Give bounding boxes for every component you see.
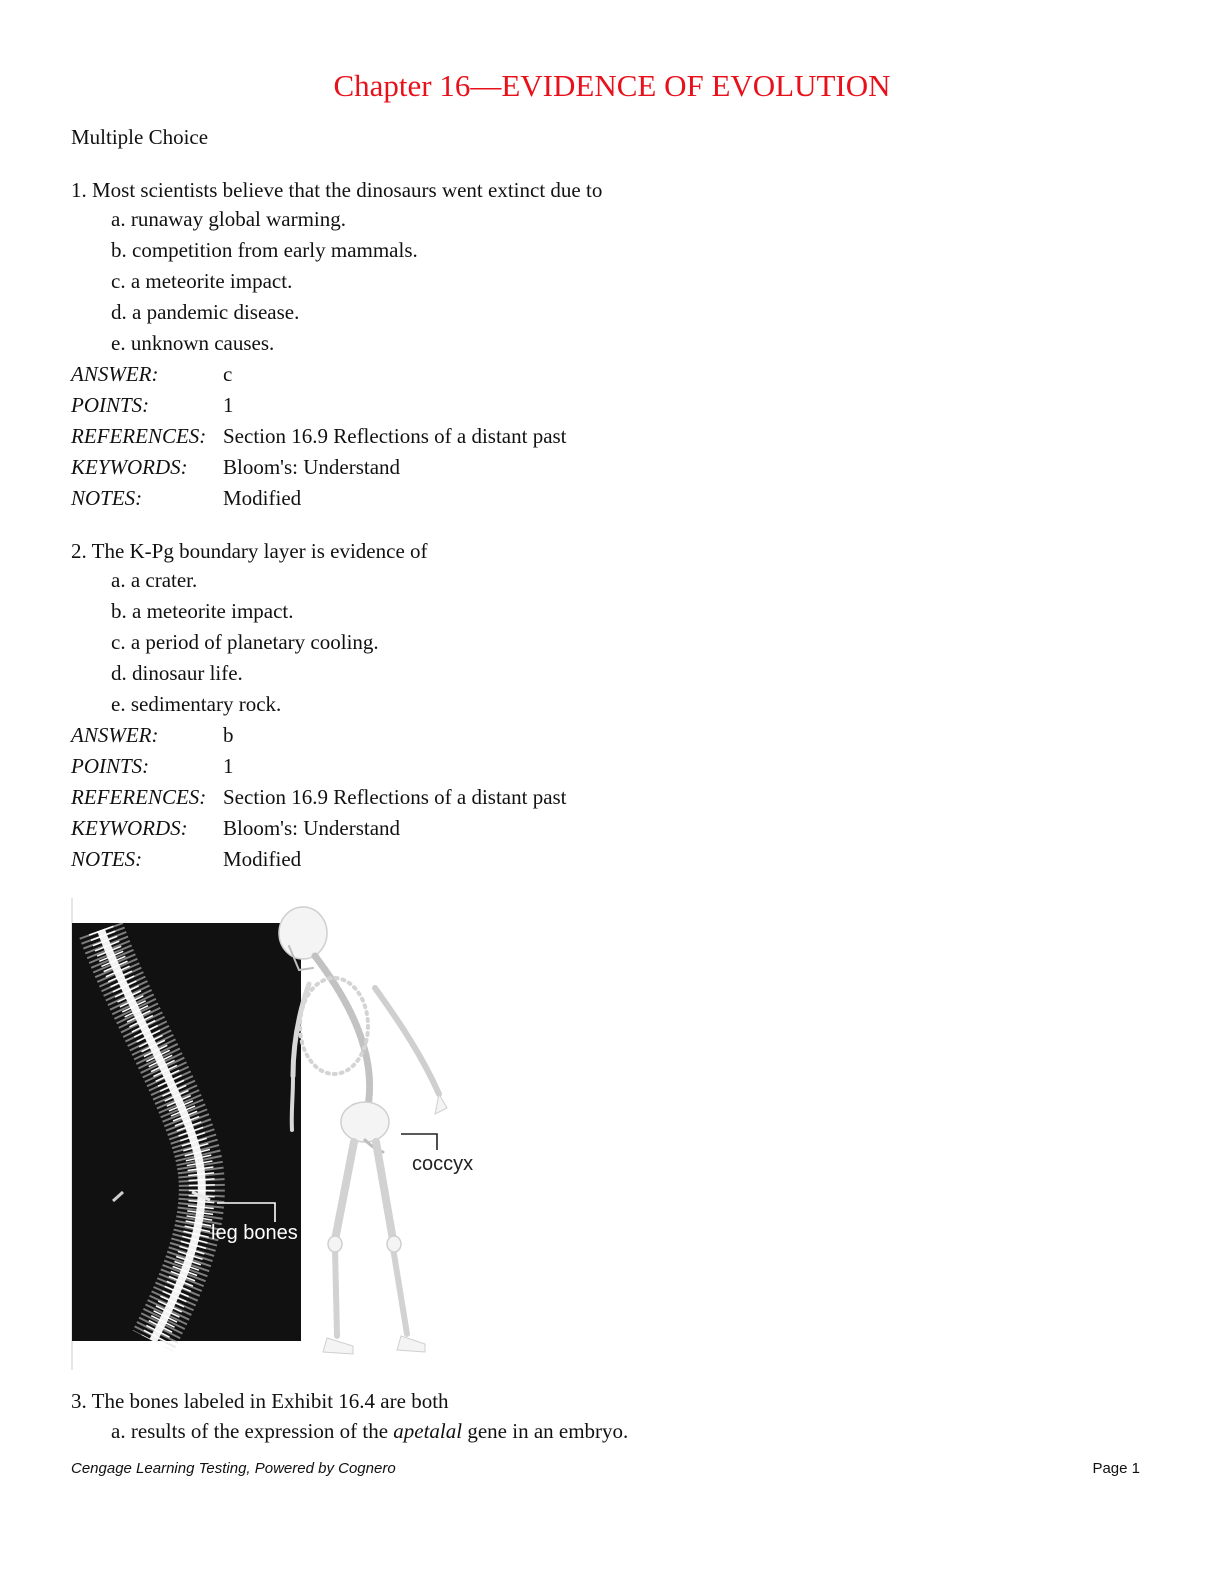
notes-value: Modified <box>223 486 302 510</box>
chapter-title: Chapter 16—EVIDENCE OF EVOLUTION <box>333 68 891 103</box>
answer-label: ANSWER: <box>71 362 159 386</box>
coccyx-label: coccyx <box>412 1153 474 1175</box>
section-heading: Multiple Choice <box>71 125 209 149</box>
option-e: e. unknown causes. <box>111 331 275 355</box>
option-c: c. a meteorite impact. <box>111 269 293 293</box>
question-1 <box>71 176 1151 514</box>
points-row <box>71 390 1151 421</box>
points-row <box>71 751 1151 782</box>
option-b: b. competition from early mammals. <box>111 238 418 262</box>
points-label: POINTS: <box>71 754 150 778</box>
option-a: a. a crater. <box>111 568 198 592</box>
references-value: Section 16.9 Reflections of a distant past <box>223 424 567 448</box>
points-label: POINTS: <box>71 393 150 417</box>
answer-row <box>71 720 1151 751</box>
question-stem: 3. The bones labeled in Exhibit 16.4 are both <box>71 1389 449 1413</box>
notes-label: NOTES: <box>71 847 143 871</box>
points-value: 1 <box>223 393 234 417</box>
option-e: e. sedimentary rock. <box>111 692 282 716</box>
keywords-row <box>71 452 1151 483</box>
keywords-value: Bloom's: Understand <box>223 816 401 840</box>
gene-name: apetalal <box>393 1419 463 1443</box>
keywords-value: Bloom's: Understand <box>223 455 401 479</box>
question-stem: 2. The K-Pg boundary layer is evidence of <box>71 539 428 563</box>
answer-value: b <box>223 723 234 747</box>
question-2 <box>71 537 1151 875</box>
option-a-suffix: gene in an embryo. <box>462 1419 629 1443</box>
references-value: Section 16.9 Reflections of a distant past <box>223 785 567 809</box>
references-row <box>71 421 1151 452</box>
answer-row <box>71 359 1151 390</box>
answer-label: ANSWER: <box>71 723 159 747</box>
question-stem: 1. Most scientists believe that the dinosaurs went extinct due to <box>71 178 603 202</box>
page-number: Page 1 <box>1092 1460 1140 1477</box>
option-d: d. a pandemic disease. <box>111 300 300 324</box>
notes-label: NOTES: <box>71 486 143 510</box>
question-3 <box>71 1386 1151 1445</box>
notes-row <box>71 483 1151 514</box>
points-value: 1 <box>223 754 234 778</box>
keywords-label: KEYWORDS: <box>71 816 188 840</box>
references-row <box>71 782 1151 813</box>
option-c: c. a period of planetary cooling. <box>111 630 379 654</box>
references-label: REFERENCES: <box>71 424 207 448</box>
exhibit-figure <box>71 898 479 1370</box>
option-a <box>111 1417 1151 1445</box>
option-a-prefix: a. results of the expression of the <box>111 1419 394 1443</box>
footer-credit: Cengage Learning Testing, Powered by Cognero <box>71 1460 396 1477</box>
notes-row <box>71 844 1151 875</box>
notes-value: Modified <box>223 847 302 871</box>
option-a: a. runaway global warming. <box>111 207 347 231</box>
option-b: b. a meteorite impact. <box>111 599 294 623</box>
leg-bones-label: leg bones <box>211 1222 298 1244</box>
option-d: d. dinosaur life. <box>111 661 243 685</box>
keywords-label: KEYWORDS: <box>71 455 188 479</box>
answer-value: c <box>223 362 233 386</box>
keywords-row <box>71 813 1151 844</box>
references-label: REFERENCES: <box>71 785 207 809</box>
